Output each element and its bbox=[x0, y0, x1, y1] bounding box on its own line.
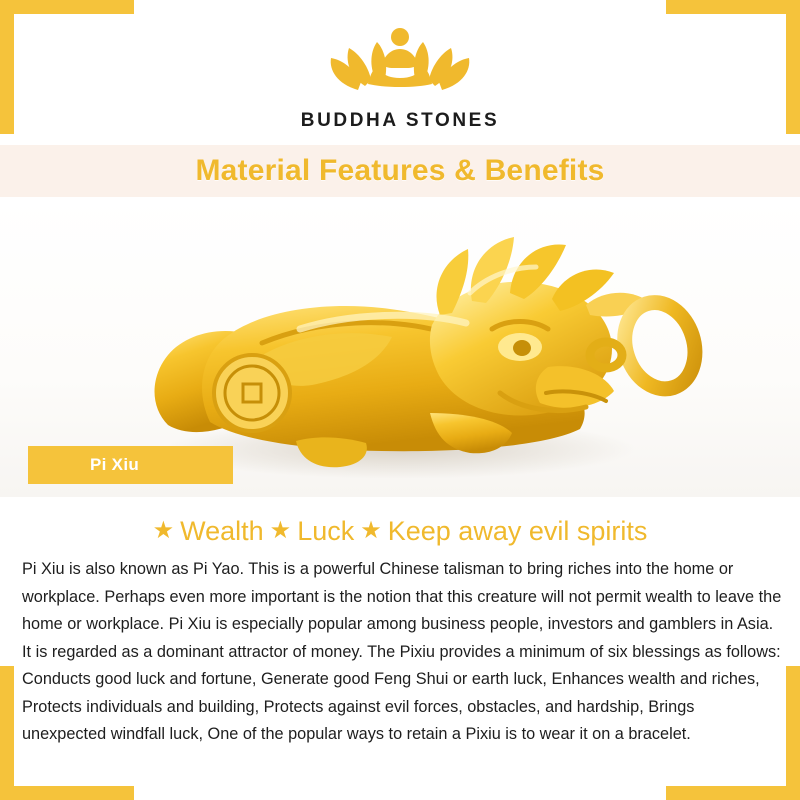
benefit-evil-spirits: Keep away evil spirits bbox=[387, 516, 648, 546]
star-icon: ★ bbox=[360, 517, 382, 544]
benefit-wealth: Wealth bbox=[180, 516, 264, 546]
brand-name: BUDDHA STONES bbox=[300, 110, 500, 131]
description-paragraph: Pi Xiu is also known as Pi Yao. This is a powerful Chinese talisman to bring riches into the home or workplace. Perhaps even more important is the notion that this creature will not permit wealth to leave the home or workplace. Pi Xiu is especially popular among business people, investors and gamblers in Asia. It is regarded as a dominant attractor of money. The Pixiu provides a minimum of six blessings as follows: Conducts good luck and fortune, Generate good Feng Shui or earth luck, Enhances wealth and riches, Protects individuals and building, Protects against evil forces, obstacles, and hardship, Brings unexpected windfall luck, One of the popular ways to retain a Pixiu is to wear it on a bracelet. bbox=[22, 560, 782, 743]
benefit-luck: Luck bbox=[297, 516, 355, 546]
benefits-headline bbox=[0, 516, 800, 547]
brand-logo-block bbox=[0, 20, 800, 140]
lotus-meditation-figure-icon bbox=[325, 20, 475, 106]
star-icon: ★ bbox=[152, 517, 175, 544]
star-icon: ★ bbox=[269, 517, 292, 544]
product-caption-tab bbox=[28, 446, 233, 484]
product-name: Pi Xiu bbox=[90, 455, 140, 474]
page-title: Material Features & Benefits bbox=[195, 154, 605, 187]
section-title-band bbox=[0, 145, 800, 197]
